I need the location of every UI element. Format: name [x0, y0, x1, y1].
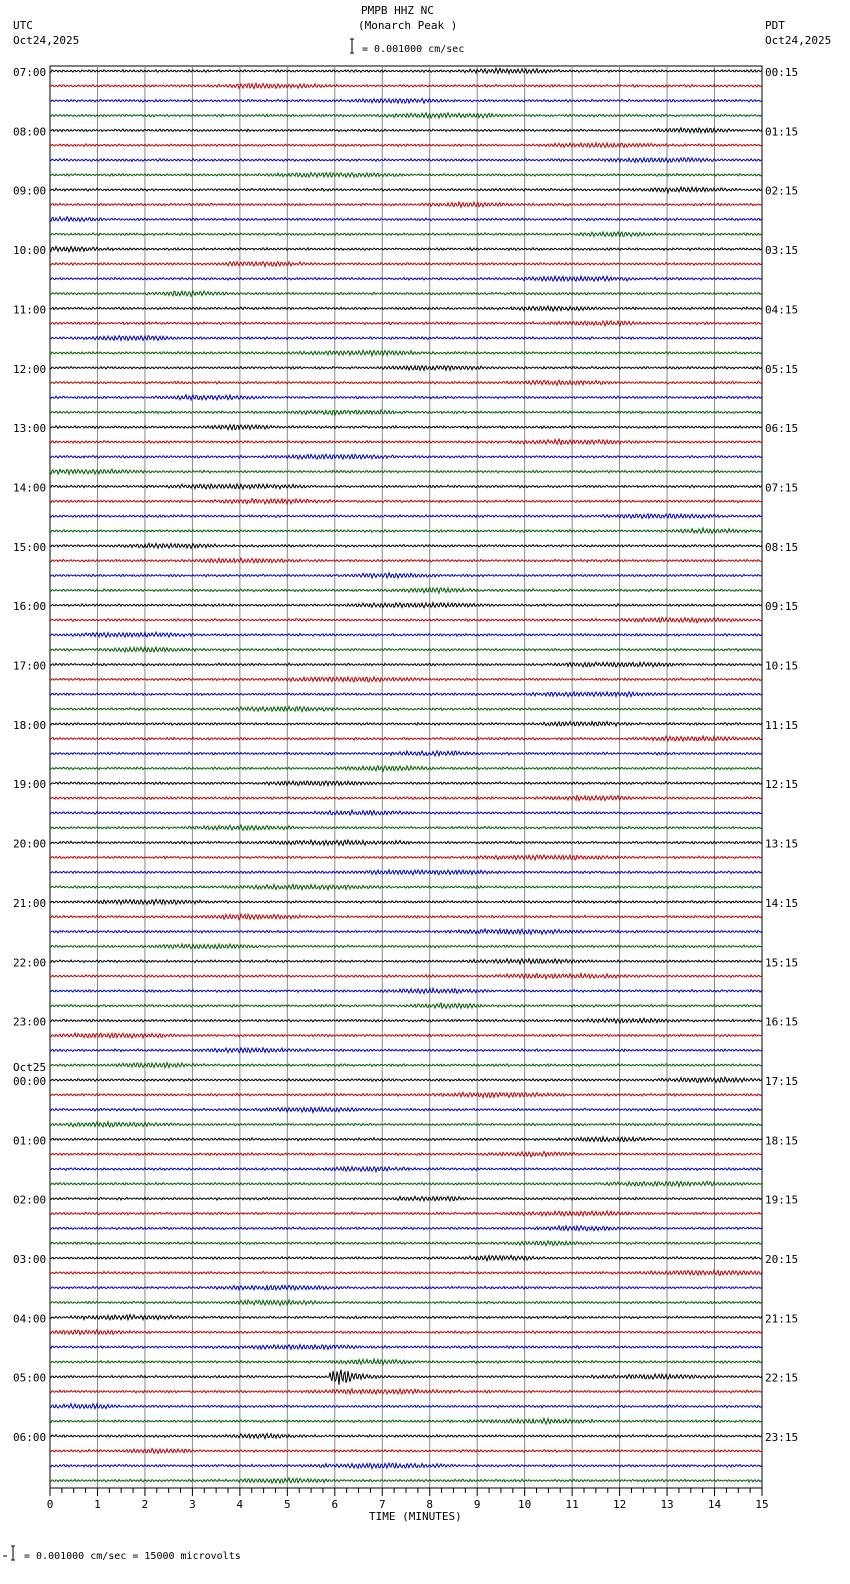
utc-hour-label: 00:00 [13, 1074, 47, 1088]
utc-hour-label: 08:00 [13, 125, 47, 139]
seismic-trace [50, 262, 762, 267]
seismic-trace [50, 113, 762, 118]
utc-hour-label: 15:00 [13, 540, 47, 554]
pdt-hour-label: 02:15 [765, 184, 799, 198]
pdt-hour-label: 17:15 [765, 1074, 799, 1088]
utc-hour-label: 22:00 [13, 956, 47, 970]
x-tick-label: 2 [141, 1498, 149, 1511]
pdt-hour-label: 15:15 [765, 956, 799, 970]
seismic-trace [50, 454, 762, 459]
seismic-trace [50, 1389, 762, 1394]
pdt-hour-label: 10:15 [765, 659, 799, 673]
seismic-trace [50, 1330, 762, 1335]
seismic-trace [50, 914, 762, 919]
seismic-trace [50, 1077, 762, 1082]
seismic-trace [50, 795, 762, 800]
seismic-trace [50, 187, 762, 193]
utc-hour-label: 18:00 [13, 718, 47, 732]
seismic-trace [50, 514, 762, 519]
seismic-trace [50, 1063, 762, 1068]
seismic-trace [50, 202, 762, 207]
seismic-trace [50, 973, 762, 978]
seismic-trace [50, 1270, 762, 1275]
x-tick-label: 15 [755, 1498, 769, 1511]
seismic-trace [50, 350, 762, 356]
seismic-trace [50, 68, 762, 73]
seismic-trace [50, 173, 762, 178]
utc-label: UTC [13, 19, 33, 32]
seismic-trace [50, 528, 762, 533]
seismic-trace [50, 588, 762, 593]
x-tick-label: 11 [565, 1498, 579, 1511]
pdt-hour-label: 18:15 [765, 1134, 799, 1148]
seismic-trace [50, 810, 762, 815]
seismic-trace [50, 677, 762, 682]
x-axis-label: TIME (MINUTES) [369, 1510, 462, 1523]
station-location: (Monarch Peak ) [358, 19, 458, 32]
seismic-trace [50, 884, 762, 889]
seismic-trace [50, 1345, 762, 1350]
seismic-trace [50, 632, 762, 637]
x-tick-label: 7 [378, 1498, 386, 1511]
utc-hour-label: 01:00 [13, 1134, 47, 1148]
seismic-trace [50, 840, 762, 845]
seismic-trace [50, 1241, 762, 1246]
seismic-trace [50, 721, 762, 726]
seismic-trace [50, 959, 762, 964]
date-change-label: Oct25 [13, 1060, 47, 1074]
seismic-trace [50, 1434, 762, 1439]
x-tick-label: 1 [94, 1498, 101, 1511]
seismic-trace [50, 1315, 762, 1320]
seismic-trace [50, 1359, 762, 1365]
seismic-trace [50, 1167, 762, 1172]
seismic-trace [50, 128, 762, 133]
seismic-trace [50, 929, 762, 934]
pdt-hour-label: 04:15 [765, 303, 799, 317]
seismic-trace [50, 98, 762, 103]
seismic-trace [50, 410, 762, 415]
seismic-trace [50, 1181, 762, 1186]
seismic-trace [50, 143, 762, 148]
utc-hour-label: 14:00 [13, 481, 47, 495]
seismic-trace [50, 439, 762, 444]
seismic-trace [50, 1478, 762, 1483]
seismic-trace [50, 692, 762, 697]
pdt-label: PDT [765, 19, 785, 32]
pdt-hour-label: 11:15 [765, 718, 799, 732]
utc-hour-label: 06:00 [13, 1431, 47, 1445]
seismic-trace [50, 158, 762, 163]
scale-label: = 0.001000 cm/sec [362, 44, 465, 55]
x-tick-label: 9 [473, 1498, 481, 1511]
seismic-trace [50, 1255, 762, 1260]
utc-hour-label: 21:00 [13, 896, 47, 910]
seismic-trace [50, 366, 762, 371]
seismic-trace [50, 944, 762, 949]
pdt-hour-label: 16:15 [765, 1015, 799, 1029]
utc-hour-label: 10:00 [13, 244, 47, 258]
pdt-hour-label: 09:15 [765, 600, 799, 614]
seismic-trace [50, 276, 762, 281]
pdt-hour-label: 12:15 [765, 778, 799, 792]
x-tick-label: 10 [518, 1498, 532, 1511]
seismic-trace [50, 617, 762, 622]
seismic-trace [50, 736, 762, 741]
utc-hour-label: 17:00 [13, 659, 47, 673]
pdt-hour-label: 13:15 [765, 837, 799, 851]
utc-hour-label: 05:00 [13, 1371, 47, 1385]
seismic-trace [50, 899, 762, 904]
utc-hour-label: 13:00 [13, 422, 47, 436]
seismic-trace [50, 573, 762, 578]
pdt-hour-label: 21:15 [765, 1312, 799, 1326]
seismic-trace [50, 1300, 762, 1305]
seismic-trace [50, 484, 762, 489]
seismic-trace [50, 1404, 762, 1409]
pdt-hour-label: 06:15 [765, 422, 799, 436]
seismic-trace [50, 1107, 762, 1112]
utc-date: Oct24,2025 [13, 34, 80, 47]
seismic-trace [50, 425, 762, 430]
utc-hour-label: 12:00 [13, 362, 47, 376]
pdt-hour-label: 00:15 [765, 66, 799, 79]
seismic-trace [50, 83, 762, 88]
seismic-trace [50, 291, 762, 296]
seismic-trace [50, 766, 762, 771]
seismic-trace [50, 1449, 762, 1454]
seismic-trace [50, 543, 762, 548]
x-tick-label: 6 [331, 1498, 339, 1511]
seismic-trace [50, 1226, 762, 1231]
utc-hour-label: 11:00 [13, 303, 47, 317]
seismic-trace [50, 247, 762, 252]
x-tick-label: 3 [189, 1498, 196, 1511]
pdt-hour-label: 23:15 [765, 1431, 799, 1445]
seismic-trace [50, 469, 762, 474]
seismic-trace [50, 1122, 762, 1127]
seismic-trace [50, 1003, 762, 1008]
x-tick-label: 8 [426, 1498, 434, 1511]
seismic-trace [50, 1137, 762, 1142]
utc-hour-label: 07:00 [13, 66, 47, 79]
x-tick-label: 13 [660, 1498, 674, 1511]
utc-hour-label: 23:00 [13, 1015, 47, 1029]
footer-scale-note: = 0.001000 cm/sec = 15000 microvolts [24, 1551, 241, 1562]
seismic-trace [50, 558, 762, 563]
utc-hour-label: 16:00 [13, 600, 47, 614]
pdt-hour-label: 05:15 [765, 362, 799, 376]
seismic-trace [50, 1048, 762, 1053]
seismic-trace [50, 1418, 762, 1424]
seismic-trace [50, 1211, 762, 1216]
seismic-trace [50, 1033, 762, 1038]
x-tick-label: 14 [707, 1498, 722, 1511]
utc-hour-label: 04:00 [13, 1312, 47, 1326]
pdt-hour-label: 22:15 [765, 1371, 799, 1385]
seismic-trace [50, 1018, 762, 1023]
pdt-hour-label: 08:15 [765, 540, 799, 554]
utc-hour-label: 02:00 [13, 1193, 47, 1207]
seismic-trace [50, 603, 762, 608]
pdt-hour-label: 20:15 [765, 1253, 799, 1266]
utc-hour-label: 09:00 [13, 184, 47, 198]
station-title: PMPB HHZ NC [361, 4, 434, 17]
x-tick-label: 12 [612, 1498, 627, 1511]
seismic-trace [50, 988, 762, 993]
seismic-trace [50, 217, 762, 222]
pdt-hour-label: 07:15 [765, 481, 799, 495]
utc-hour-label: 20:00 [13, 837, 47, 851]
pdt-date: Oct24,2025 [765, 34, 832, 47]
pdt-hour-label: 03:15 [765, 244, 799, 258]
utc-hour-label: 03:00 [13, 1253, 47, 1266]
seismic-trace [50, 751, 762, 756]
x-tick-label: 5 [284, 1498, 291, 1511]
utc-hour-label: 19:00 [13, 778, 47, 792]
seismic-trace [50, 232, 762, 237]
seismic-trace [50, 855, 762, 860]
seismic-trace [50, 1285, 762, 1290]
pdt-hour-label: 01:15 [765, 125, 799, 139]
seismic-trace [50, 1092, 762, 1097]
seismic-trace [50, 499, 762, 504]
seismic-trace [50, 870, 762, 875]
scale-bar-icon [350, 39, 354, 53]
x-tick-label: 4 [236, 1498, 244, 1511]
footer-scale-bar-icon [3, 1546, 15, 1560]
seismic-trace [50, 1463, 762, 1469]
seismic-trace [50, 395, 762, 400]
seismic-trace [50, 647, 762, 652]
seismic-trace [50, 1196, 762, 1201]
seismic-trace [50, 781, 762, 786]
pdt-hour-label: 14:15 [765, 896, 799, 910]
seismic-trace [50, 707, 762, 712]
seismic-trace [50, 662, 762, 667]
x-tick-label: 0 [46, 1498, 54, 1511]
seismic-trace [50, 825, 762, 830]
seismic-trace [50, 321, 762, 326]
seismic-trace [50, 336, 762, 341]
seismic-trace [50, 380, 762, 385]
seismic-trace [50, 1151, 762, 1156]
seismic-trace [50, 1370, 762, 1385]
pdt-hour-label: 19:15 [765, 1193, 799, 1207]
seismic-trace [50, 306, 762, 311]
